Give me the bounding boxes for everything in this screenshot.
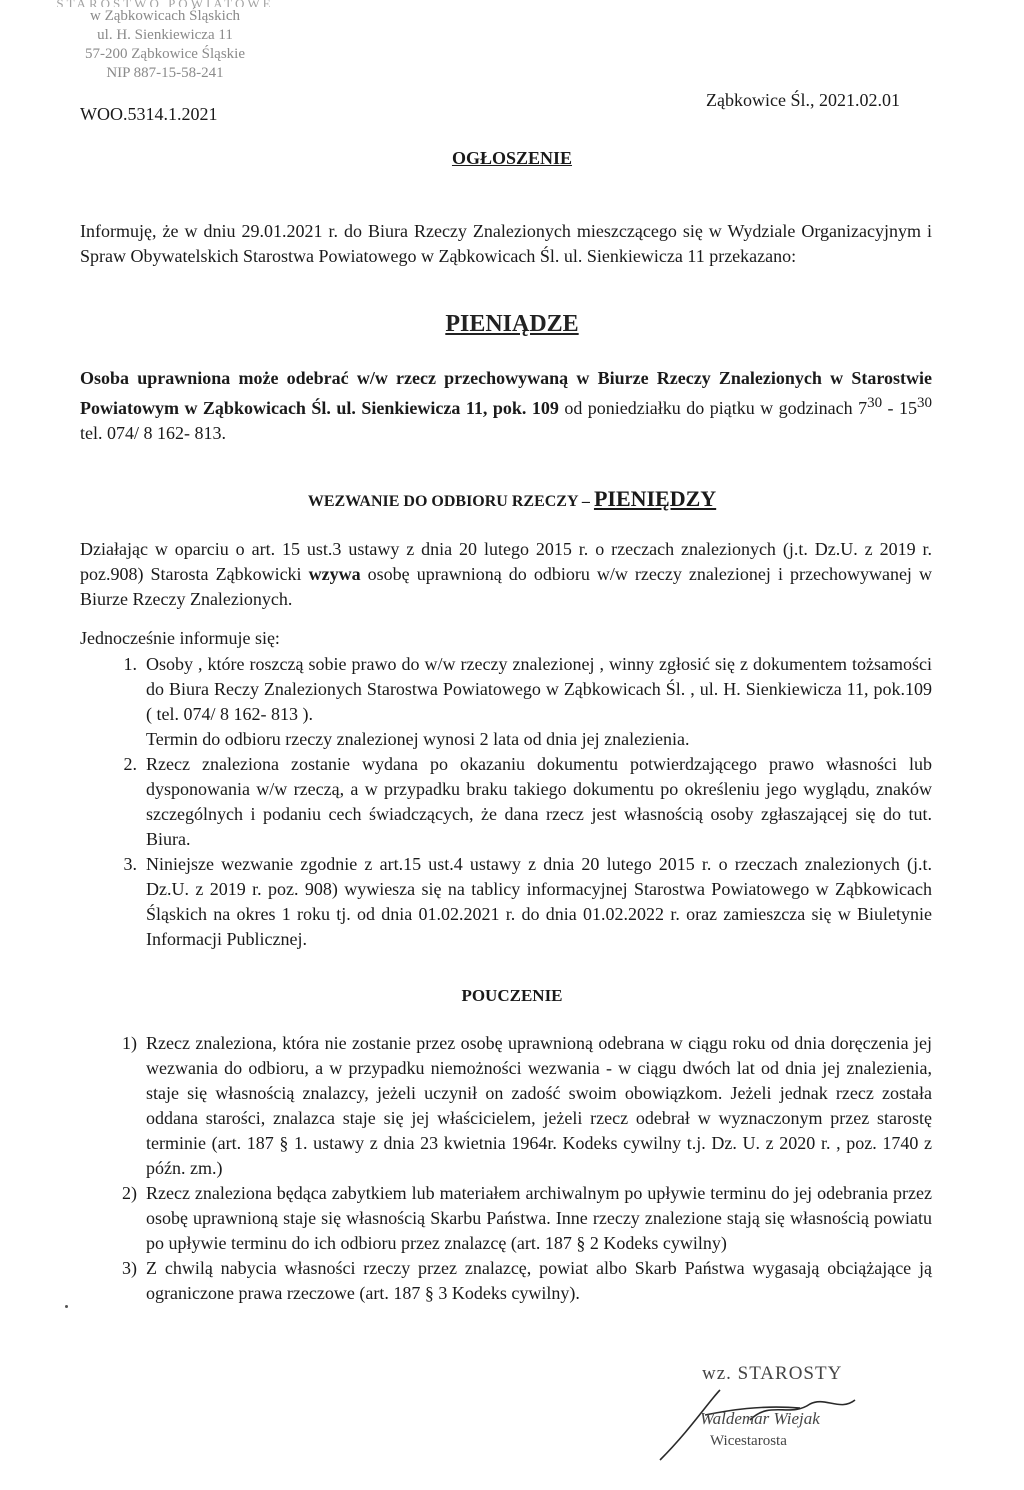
pickup-paragraph: [80, 366, 932, 446]
list-item: 3. Niniejsze wezwanie zgodnie z art.15 ust.4 ustawy z dnia 20 lutego 2015 r. o rzeczach znalezionych (j.t. Dz.U. z 2019 r. poz. 908) wywiesza się na tablicy informacyjnej Starostwa Powiatowego w Ząbkowicach Śląskich na okres 1 roku tj. od dnia 01.02.2021 r. do dnia 01.02.2022 r. oraz zamieszcza się w Biuletynie Informacji Publicznej.: [123, 854, 932, 949]
info-intro: Jednocześnie informuje się:: [80, 628, 280, 648]
instruction-list: [80, 1031, 932, 1306]
summons-title: WEZWANIE DO ODBIORU RZECZY – PIENIĘDZY: [307, 486, 717, 511]
list-item: 1. Osoby , które roszczą sobie prawo do w/w rzeczy znalezionej , winny zgłosić się z dokumentem tożsamości do Biura Reczy Znalezionych Starostwa Powiatowego w Ząbkowicach Śl. , ul. H. Sienkiewicza 11, pok.109 ( tel. 074/ 8 162- 813 ). Termin do odbioru rzeczy znalezionej wynosi 2 lata od dnia jej znalezienia.: [123, 654, 932, 749]
reference-number: WOO.5314.1.2021: [80, 104, 218, 124]
stamp-line-3: ul. H. Sienkiewicza 11: [97, 27, 233, 43]
list-item: 1) Rzecz znaleziona, która nie zostanie przez osobę uprawnioną odebrana w ciągu roku od dnia doręczenia jej wezwania do odbioru, a w przypadku niemożności wezwania - w ciągu dwóch lat od dnia jej znalezienia, staje się własnością znalazcy, jeżeli uczynił on zadość swoim obowiązkom. Jeżeli jednak rzecz została oddana starości, znalazca staje się jej właścicielem, jeżeli rzecz odebrał w wyznaczonym przez starostę terminie (art. 187 § 1. ustawy z dnia 23 kwietnia 1964r. Kodeks cywilny t.j. Dz. U. z 2020 r. , poz. 1740 z późn. zm.): [122, 1033, 932, 1178]
stamp-line-1: [40, 0, 290, 7]
summons-item: PIENIĘDZY: [593, 486, 717, 511]
office-stamp: [40, 0, 290, 83]
stamp-line-5: NIP 887-15-58-241: [106, 65, 224, 81]
list-item: 2. Rzecz znaleziona zostanie wydana po okazaniu dokumentu potwierdzającego prawo własności lub dysponowania w/w rzeczą, a w przypadku braku takiego dokumentu po określeniu jego wyglądu, znaków szczególnych i podaniu cech świadczących, że dana rzecz jest własnością osoby zgłaszającej się do tut. Biura.: [123, 754, 932, 849]
list-item: 2) Rzecz znaleziona będąca zabytkiem lub materiałem archiwalnym po upływie terminu do jej odebrania przez osobę uprawnioną staje się własnością Skarbu Państwa. Inne rzeczy znalezione stają się własnością powiatu po upływie terminu do ich odbioru przez znalazcę (art. 187 § 2 Kodeks cywilny): [122, 1183, 932, 1253]
stamp-line-4: 57-200 Ząbkowice Śląskie: [85, 46, 245, 62]
signature-title: wz. STAROSTY: [702, 1363, 843, 1384]
pickup-hours: od poniedziałku do piątku w godzinach $7^{30} - 15^{30}$ tel. 074/ 8 162- 813.: [80, 395, 933, 443]
signatory-role: Wicestarosta: [710, 1433, 787, 1449]
document-date: Ząbkowice Śl., 2021.02.01: [706, 90, 900, 110]
pickup-location: Osoba uprawniona może odebrać w/w rzecz przechowywaną w Biurze Rzeczy Znalezionych w Starostwie Powiatowym w Ząbkowicach Śl. ul. Sienkiewicza 11, pok. 109: [80, 368, 932, 418]
list-item: 3) Z chwilą nabycia własności rzeczy przez znalazcę, powiat albo Skarb Państwa wygasają obciążające ją ograniczone prawa rzeczowe (art. 187 § 3 Kodeks cywilny).: [122, 1258, 932, 1303]
info-list: [80, 652, 932, 952]
signatory-name: Waldemar Wiejak: [700, 1409, 820, 1428]
found-item-title: PIENIĄDZE: [445, 311, 579, 337]
summons-paragraph: Działając w oparciu o art. 15 ust.3 ustawy z dnia 20 lutego 2015 r. o rzeczach znalezionych (j.t. Dz.U. z 2019 r. poz.908) Starosta Ząbkowicki wzywa osobę uprawnioną do odbioru w/w rzeczy znalezionej i przechowywanej w Biurze Rzeczy Znalezionych.: [80, 539, 932, 609]
stamp-line-2: w Ząbkowicach Śląskich: [90, 8, 240, 24]
intro-paragraph: Informuję, że w dniu 29.01.2021 r. do Biura Rzeczy Znalezionych mieszczącego się w Wydziale Organizacyjnym i Spraw Obywatelskich Starostwa Powiatowego w Ząbkowicach Śl. ul. Sienkiewicza 11 przekazano:: [80, 221, 932, 266]
announcement-title: OGŁOSZENIE: [451, 148, 573, 168]
margin-dot: [65, 1305, 68, 1308]
signature-block: [650, 1360, 890, 1480]
instruction-title: POUCZENIE: [461, 986, 563, 1005]
